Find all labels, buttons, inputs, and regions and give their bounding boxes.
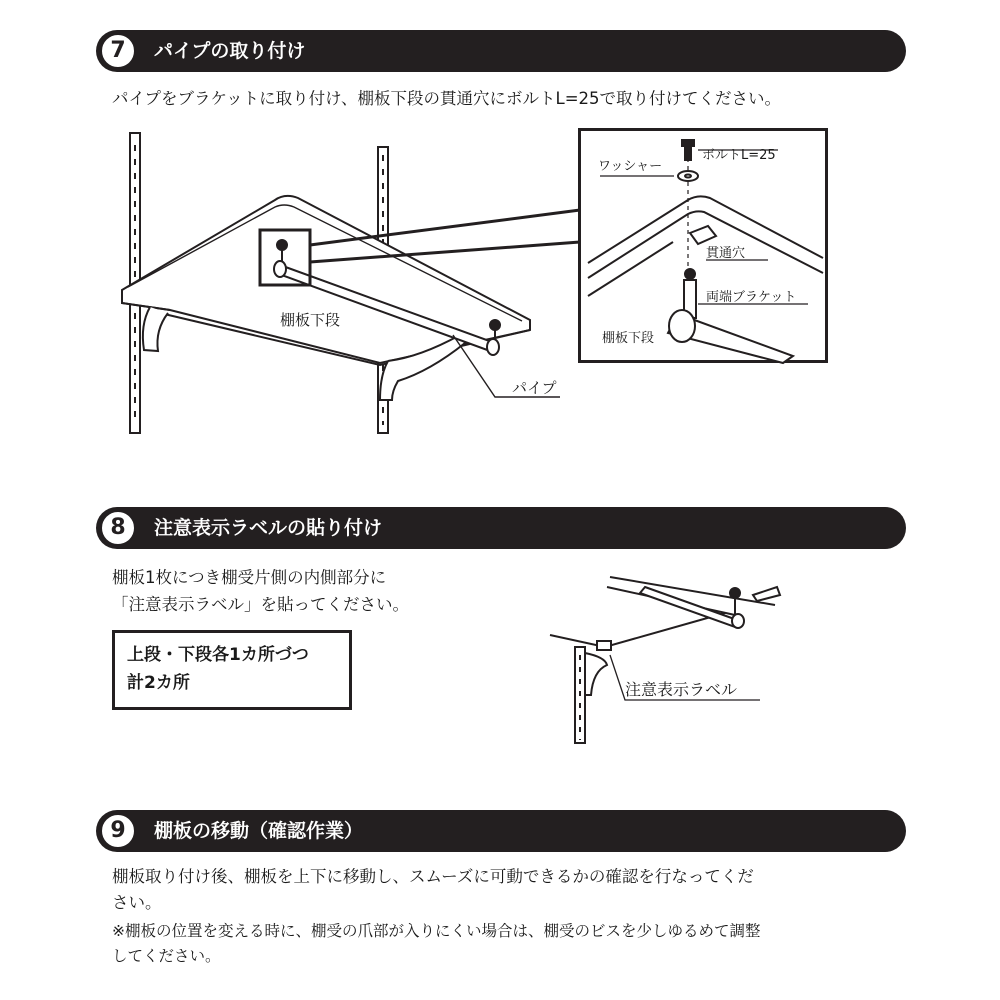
bolt-icon [682,140,694,146]
step8-header [96,507,906,549]
step8-number: 8 [100,510,136,546]
detail-connector [0,0,1000,400]
step9-note-line2: してください。 [112,947,221,965]
step7-number: 7 [100,33,136,69]
caution-label-text: 注意表示ラベル [625,680,738,699]
pipe-label: パイプ [512,379,557,397]
label-count-line2: 計2カ所 [127,673,190,693]
step9-title: 棚板の移動（確認作業） [154,820,364,842]
label-count-box [112,630,352,710]
step9-number: 9 [100,813,136,849]
step9-header [96,810,906,852]
detail-view [578,128,828,363]
caution-label-illustration [545,565,805,745]
step9-note-line1: ※棚板の位置を変える時に、棚受の爪部が入りにくい場合は、棚受のビスを少しゆるめて調整 [112,922,761,940]
shelf-lower-label: 棚板下段 [280,311,341,329]
step9-line1: 棚板取り付け後、棚板を上下に移動し、スムーズに可動できるかの確認を行なってくだ [112,867,754,886]
step7-title: パイプの取り付け [154,40,306,62]
step7-instruction: パイプをブラケットに取り付け、棚板下段の貫通穴にボルトL=25で取り付けてください。 [112,89,782,108]
step9-line2: さい。 [112,893,162,912]
washer-label: ワッシャー [598,159,663,174]
step8-title: 注意表示ラベルの貼り付け [154,517,383,539]
label-count-line1: 上段・下段各1カ所づつ [127,645,309,665]
bolt-label: ボルトL=25 [702,148,776,163]
end-bracket-label: 両端ブラケット [706,290,797,305]
detail-shelf-lower-label: 棚板下段 [602,331,655,346]
step8-instruction-line1: 棚板1枚につき棚受片側の内側部分に [112,568,387,587]
step8-instruction-line2: 「注意表示ラベル」を貼ってください。 [112,595,409,614]
washer-icon [678,171,698,181]
through-hole-label: 貫通穴 [706,246,746,261]
caution-label-plate [597,641,611,650]
